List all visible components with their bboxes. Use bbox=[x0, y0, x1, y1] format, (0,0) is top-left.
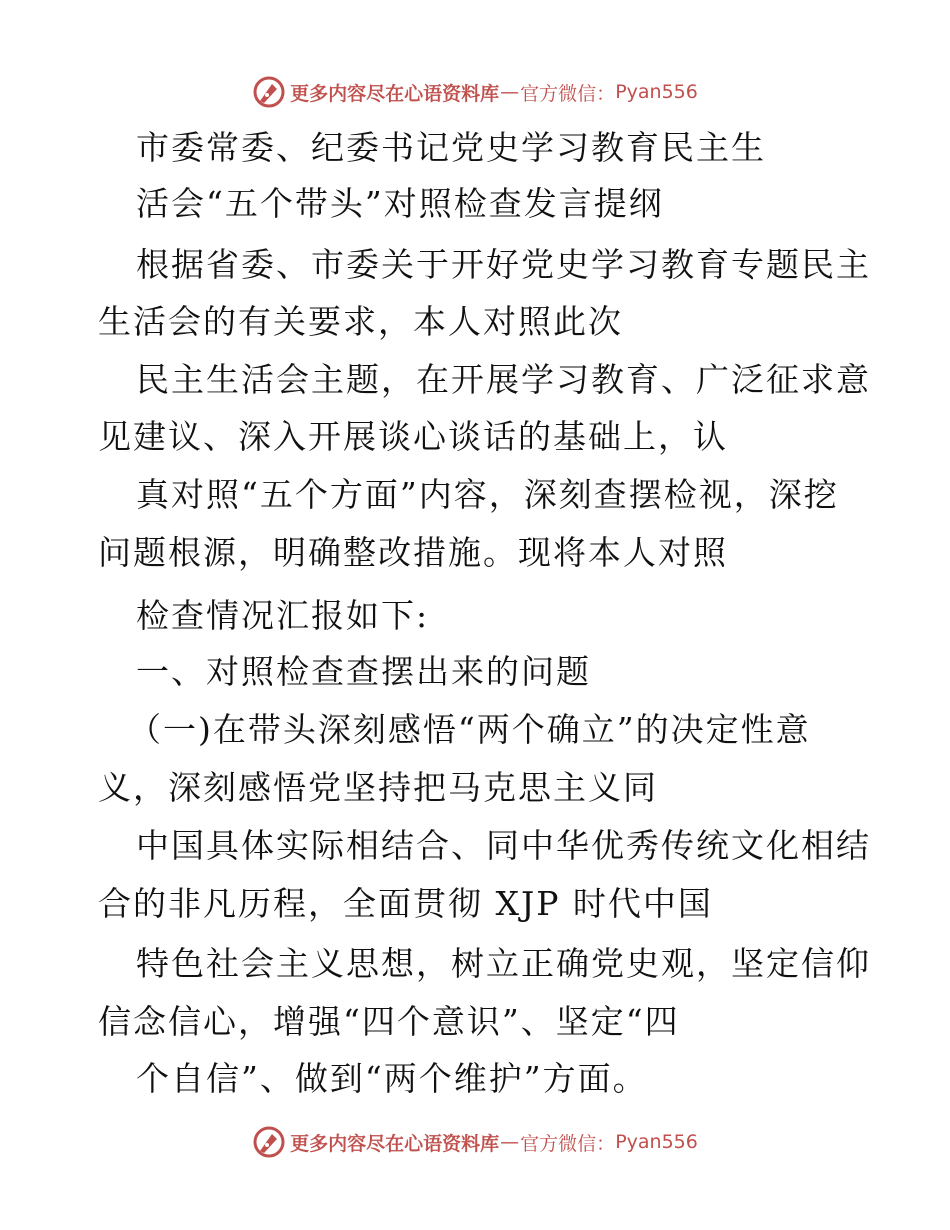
header-watermark bbox=[0, 72, 950, 112]
paragraph-line: 检查情况汇报如下: bbox=[136, 596, 430, 635]
watermark-separator: — bbox=[500, 1131, 520, 1153]
paragraph-line: 个自信”、做到“两个维护”方面。 bbox=[136, 1059, 648, 1098]
paragraph-line: 民主生活会主题，在开展学习教育、广泛征求意 bbox=[136, 360, 871, 399]
paragraph-line: 根据省委、市委关于开好党史学习教育专题民主 bbox=[136, 245, 871, 284]
paragraph-line: 信念信心，增强“四个意识”、坚定“四 bbox=[98, 1002, 680, 1041]
watermark-separator: — bbox=[500, 81, 520, 103]
footer-watermark bbox=[0, 1122, 950, 1162]
watermark-wechat-id: Pyan556 bbox=[615, 1131, 698, 1153]
watermark-subtitle: 官方微信： bbox=[520, 1132, 616, 1155]
pen-nib-icon bbox=[252, 75, 286, 109]
watermark-wechat-id: Pyan556 bbox=[615, 81, 698, 103]
title-line-2: 活会“五个带头”对照检查发言提纲 bbox=[136, 184, 664, 223]
paragraph-line: 特色社会主义思想，树立正确党史观，坚定信仰 bbox=[136, 944, 871, 983]
section-heading: 一、对照检查查摆出来的问题 bbox=[136, 652, 591, 691]
watermark-title: 更多内容尽在心语资料库 bbox=[290, 82, 500, 105]
paragraph-line: 问题根源，明确整改措施。现将本人对照 bbox=[98, 533, 728, 572]
subsection-heading: （一)在带头深刻感悟“两个确立”的决定性意 bbox=[128, 710, 811, 749]
paragraph-line: 义，深刻感悟党坚持把马克思主义同 bbox=[98, 768, 658, 807]
title-line-1: 市委常委、纪委书记党史学习教育民主生 bbox=[136, 128, 766, 167]
watermark-title: 更多内容尽在心语资料库 bbox=[290, 1132, 500, 1155]
paragraph-line: 见建议、深入开展谈心谈话的基础上，认 bbox=[98, 417, 728, 456]
paragraph-line: 真对照“五个方面”内容，深刻查摆检视，深挖 bbox=[136, 475, 839, 514]
paragraph-line: 合的非凡历程，全面贯彻 XJP 时代中国 bbox=[98, 884, 713, 923]
paragraph-line: 生活会的有关要求，本人对照此次 bbox=[98, 302, 623, 341]
watermark-subtitle: 官方微信： bbox=[520, 82, 616, 105]
paragraph-line: 中国具体实际相结合、同中华优秀传统文化相结 bbox=[136, 826, 871, 865]
pen-nib-icon bbox=[252, 1125, 286, 1159]
